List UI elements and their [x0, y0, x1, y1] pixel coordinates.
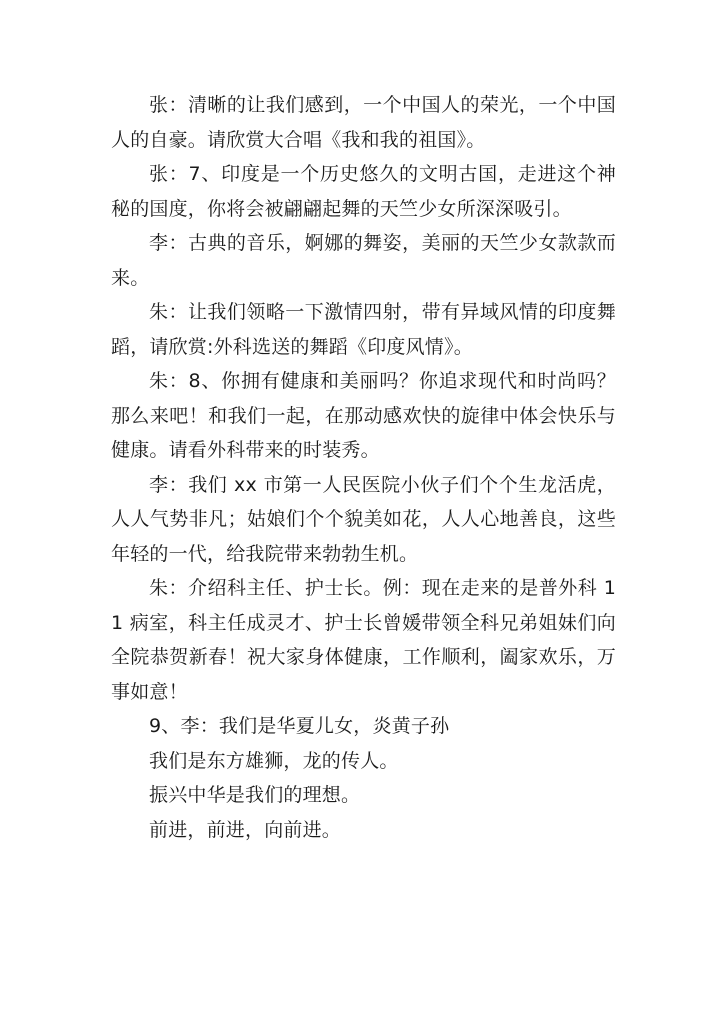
paragraph-5: 朱：8、你拥有健康和美丽吗？你追求现代和时尚吗？那么来吧！和我们一起，在那动感欢快的旋律中体会快乐与健康。请看外科带来的时装秀。: [111, 370, 616, 461]
document-body: [111, 88, 616, 847]
paragraph-11: 前进，前进，向前进。: [149, 818, 342, 841]
paragraph-10: 振兴中华是我们的理想。: [149, 784, 361, 806]
paragraph-4: 朱：让我们领略一下激情四射，带有异域风情的印度舞蹈，请欣赏:外科选送的舞蹈《印度风情》。: [111, 301, 616, 358]
paragraph-9: 我们是东方雄狮，龙的传人。: [149, 749, 399, 772]
paragraph-1: 张：清晰的让我们感到，一个中国人的荣光，一个中国人的自豪。请欣赏大合唱《我和我的祖国》。: [111, 94, 616, 151]
paragraph-8: 9、李：我们是华夏儿女，炎黄子孙: [149, 715, 450, 737]
paragraph-6: 李：我们 xx 市第一人民医院小伙子们个个生龙活虎，人人气势非凡；姑娘们个个貌美如花，人人心地善良，这些年轻的一代，给我院带来勃勃生机。: [111, 473, 616, 565]
paragraph-3: 李：古典的音乐，婀娜的舞姿，美丽的天竺少女款款而来。: [111, 232, 616, 289]
paragraph-2: 张：7、印度是一个历史悠久的文明古国，走进这个神秘的国度，你将会被翩翩起舞的天竺少女所深深吸引。: [111, 163, 616, 220]
paragraph-7: 朱：介绍科主任、护士长。例：现在走来的是普外科 11 病室，科主任成灵才、护士长曾媛带领全科兄弟姐妹们向全院恭贺新春！祝大家身体健康，工作顺利，阖家欢乐，万事如意！: [111, 577, 616, 703]
